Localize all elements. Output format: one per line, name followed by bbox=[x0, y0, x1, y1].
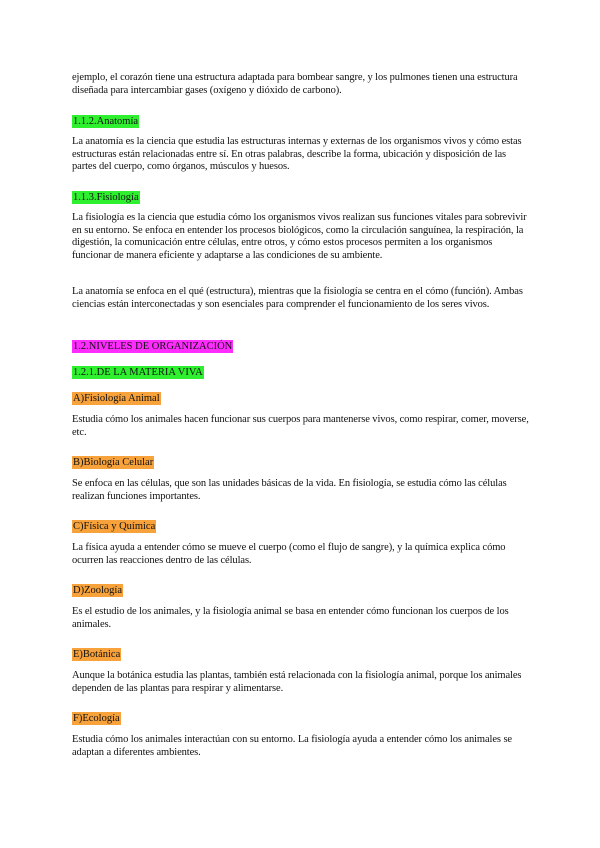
heading-fisiologia bbox=[72, 187, 532, 205]
item-heading: E)Botánica bbox=[73, 649, 121, 660]
item-heading: B)Biología Celular bbox=[73, 457, 154, 468]
heading-niveles bbox=[72, 336, 532, 354]
intro-paragraph: ejemplo, el corazón tiene una estructura adaptada para bombear sangre, y los pulmones tienen una estructura diseñada para intercambiar gases (oxígeno y dióxido de carbono). bbox=[72, 72, 518, 96]
item-text-b: Se enfoca en las células, que son las unidades básicas de la vida. En fisiología, se estudia cómo las células realizan funciones importantes. bbox=[72, 478, 507, 502]
item-heading: C)Física y Química bbox=[73, 521, 156, 532]
item-heading: D)Zoología bbox=[73, 585, 122, 596]
paragraph-comparacion: La anatomía se enfoca en el qué (estructura), mientras que la fisiología se centra en el cómo (función). Ambas ciencias están interconectadas y son esenciales para comprender el funcionamiento de los seres vivos. bbox=[72, 286, 523, 310]
item-text-d: Es el estudio de los animales, y la fisiología animal se basa en entender cómo funcionan los cuerpos de los animales. bbox=[72, 606, 509, 630]
section-heading: 1.2.NIVELES DE ORGANIZACIÓN bbox=[73, 341, 233, 352]
item-heading-a bbox=[72, 388, 532, 406]
paragraph-fisiologia: La fisiología es la ciencia que estudia cómo los organismos vivos realizan sus funciones vitales para sobrevivir en su entorno. Se enfoca en entender los procesos biológicos, como la circulación sanguínea, la respiración, la digestión, la comunicación entre células, entre otros, y cómo estos procesos permiten a los organismos funcionar de manera eficiente y adaptarse a las condiciones de su ambiente. bbox=[72, 212, 527, 261]
item-text-f: Estudia cómo los animales interactúan con su entorno. La fisiología ayuda a entender cómo los animales se adaptan a diferentes ambientes. bbox=[72, 734, 512, 758]
item-heading-c bbox=[72, 516, 532, 534]
paragraph-anatomia: La anatomía es la ciencia que estudia las estructuras internas y externas de los organismos vivos y cómo estas estructuras están relacionadas entre sí. En otras palabras, describe la forma, ubicación y disposición de las partes del cuerpo, como órganos, músculos y huesos. bbox=[72, 136, 522, 173]
section-heading: 1.1.3.Fisiología bbox=[73, 192, 139, 203]
section-heading: 1.1.2.Anatomía bbox=[73, 116, 139, 127]
item-text-a: Estudia cómo los animales hacen funcionar sus cuerpos para mantenerse vivos, como respirar, comer, moverse, etc. bbox=[72, 414, 529, 438]
item-text-c: La física ayuda a entender cómo se mueve el cuerpo (como el flujo de sangre), y la química explica cómo ocurren las reacciones dentro de las células. bbox=[72, 542, 506, 566]
item-heading: A)Fisiología Animal bbox=[73, 393, 160, 404]
heading-materia-viva bbox=[72, 362, 532, 380]
item-heading-e bbox=[72, 644, 532, 662]
section-heading: 1.2.1.DE LA MATERIA VIVA bbox=[73, 367, 203, 378]
item-heading: F)Ecología bbox=[73, 713, 120, 724]
item-text-e: Aunque la botánica estudia las plantas, también está relacionada con la fisiología animal, porque los animales dependen de las plantas para respirar y alimentarse. bbox=[72, 670, 522, 694]
heading-anatomia bbox=[72, 111, 532, 129]
item-heading-d bbox=[72, 580, 532, 598]
item-heading-f bbox=[72, 708, 532, 726]
item-heading-b bbox=[72, 452, 532, 470]
